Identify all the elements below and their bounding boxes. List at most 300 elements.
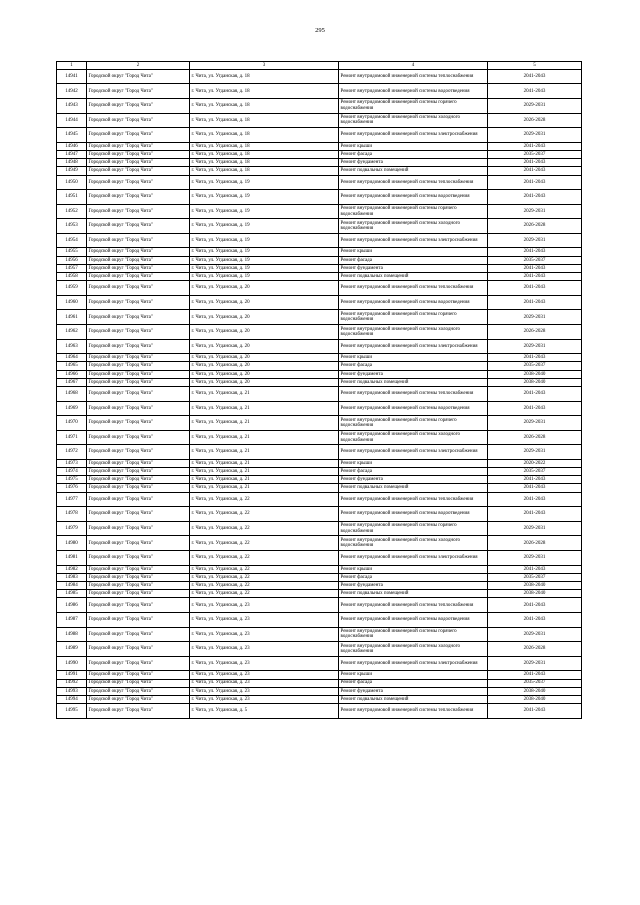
table-row: [57, 370, 582, 378]
cell-municipality: Городской округ "Город Чита": [87, 507, 190, 522]
cell-work-type: Ремонт подвальных помещений: [339, 378, 488, 386]
table-row: [57, 612, 582, 627]
table-row: [57, 219, 582, 234]
cell-municipality: Городской округ "Город Чита": [87, 612, 190, 627]
cell-period: 2041-2043: [488, 281, 582, 296]
cell-row-number: 14985: [57, 590, 87, 598]
cell-period: 2038-2040: [488, 378, 582, 386]
cell-row-number: 14962: [57, 325, 87, 340]
cell-period: 2029-2031: [488, 627, 582, 642]
cell-municipality: Городской округ "Город Чита": [87, 113, 190, 128]
cell-municipality: Городской округ "Город Чита": [87, 204, 190, 219]
cell-period: 2026-2028: [488, 325, 582, 340]
cell-municipality: Городской округ "Город Чита": [87, 416, 190, 431]
cell-municipality: Городской округ "Город Чита": [87, 128, 190, 143]
cell-municipality: Городской округ "Город Чита": [87, 325, 190, 340]
cell-address: г. Чита, ул. Угданская, д. 19: [190, 204, 339, 219]
cell-period: 2041-2043: [488, 401, 582, 416]
cell-work-type: Ремонт фасада: [339, 150, 488, 158]
cell-period: 2029-2031: [488, 204, 582, 219]
cell-row-number: 14965: [57, 362, 87, 370]
cell-row-number: 14993: [57, 687, 87, 695]
cell-row-number: 14969: [57, 401, 87, 416]
cell-work-type: Ремонт подвальных помещений: [339, 590, 488, 598]
cell-municipality: Городской округ "Город Чита": [87, 167, 190, 175]
cell-address: г. Чита, ул. Угданская, д. 19: [190, 273, 339, 281]
cell-address: г. Чита, ул. Угданская, д. 18: [190, 142, 339, 150]
cell-work-type: Ремонт внутридомовой инженерной системы теплоснабжения: [339, 704, 488, 719]
cell-work-type: Ремонт фасада: [339, 573, 488, 581]
cell-address: г. Чита, ул. Угданская, д. 19: [190, 175, 339, 190]
cell-municipality: Городской округ "Город Чита": [87, 656, 190, 671]
cell-municipality: Городской округ "Город Чита": [87, 679, 190, 687]
cell-work-type: Ремонт внутридомовой инженерной системы горячего водоснабжения: [339, 521, 488, 536]
table-row: [57, 362, 582, 370]
cell-period: 2029-2031: [488, 656, 582, 671]
cell-period: 2041-2043: [488, 671, 582, 679]
cell-work-type: Ремонт внутридомовой инженерной системы холодного водоснабжения: [339, 430, 488, 445]
cell-address: г. Чита, ул. Угданская, д. 21: [190, 468, 339, 476]
cell-period: 2026-2028: [488, 642, 582, 657]
cell-address: г. Чита, ул. Угданская, д. 21: [190, 476, 339, 484]
cell-work-type: Ремонт подвальных помещений: [339, 484, 488, 492]
cell-municipality: Городской округ "Город Чита": [87, 295, 190, 310]
table-row: [57, 190, 582, 205]
cell-period: 2041-2043: [488, 476, 582, 484]
table-row: [57, 69, 582, 84]
cell-municipality: Городской округ "Город Чита": [87, 430, 190, 445]
cell-period: 2035-2037: [488, 468, 582, 476]
cell-address: г. Чита, ул. Угданская, д. 23: [190, 687, 339, 695]
cell-row-number: 14968: [57, 386, 87, 401]
cell-address: г. Чита, ул. Угданская, д. 22: [190, 551, 339, 566]
cell-period: 2029-2031: [488, 98, 582, 113]
cell-period: 2041-2043: [488, 69, 582, 84]
cell-row-number: 14990: [57, 656, 87, 671]
cell-row-number: 14976: [57, 484, 87, 492]
cell-address: г. Чита, ул. Угданская, д. 23: [190, 695, 339, 703]
cell-address: г. Чита, ул. Угданская, д. 21: [190, 416, 339, 431]
cell-period: 2041-2043: [488, 507, 582, 522]
cell-work-type: Ремонт внутридомовой инженерной системы водоотведения: [339, 84, 488, 99]
cell-row-number: 14992: [57, 679, 87, 687]
cell-row-number: 14989: [57, 642, 87, 657]
cell-address: г. Чита, ул. Угданская, д. 20: [190, 310, 339, 325]
table-row: [57, 175, 582, 190]
cell-row-number: 14952: [57, 204, 87, 219]
cell-municipality: Городской округ "Город Чита": [87, 310, 190, 325]
cell-period: 2041-2043: [488, 142, 582, 150]
cell-work-type: Ремонт фундамента: [339, 159, 488, 167]
cell-row-number: 14977: [57, 492, 87, 507]
table-row: [57, 679, 582, 687]
table-row: [57, 159, 582, 167]
cell-work-type: Ремонт внутридомовой инженерной системы теплоснабжения: [339, 598, 488, 613]
cell-row-number: 14994: [57, 695, 87, 703]
cell-work-type: Ремонт внутридомовой инженерной системы горячего водоснабжения: [339, 98, 488, 113]
cell-work-type: Ремонт внутридомовой инженерной системы водоотведения: [339, 295, 488, 310]
cell-municipality: Городской округ "Город Чита": [87, 378, 190, 386]
column-header: 3: [190, 62, 339, 70]
cell-work-type: Ремонт подвальных помещений: [339, 695, 488, 703]
cell-address: г. Чита, ул. Угданская, д. 5: [190, 704, 339, 719]
cell-address: г. Чита, ул. Угданская, д. 19: [190, 233, 339, 248]
cell-address: г. Чита, ул. Угданская, д. 19: [190, 264, 339, 272]
cell-address: г. Чита, ул. Угданская, д. 23: [190, 642, 339, 657]
table-row: [57, 704, 582, 719]
cell-row-number: 14988: [57, 627, 87, 642]
cell-address: г. Чита, ул. Угданская, д. 20: [190, 295, 339, 310]
cell-address: г. Чита, ул. Угданская, д. 23: [190, 679, 339, 687]
table-row: [57, 401, 582, 416]
cell-address: г. Чита, ул. Угданская, д. 18: [190, 128, 339, 143]
table-row: [57, 687, 582, 695]
table-row: [57, 386, 582, 401]
table-row: [57, 507, 582, 522]
cell-period: 2029-2031: [488, 445, 582, 460]
cell-work-type: Ремонт фасада: [339, 256, 488, 264]
table-row: [57, 204, 582, 219]
cell-period: 2029-2031: [488, 233, 582, 248]
cell-municipality: Городской округ "Город Чита": [87, 642, 190, 657]
cell-row-number: 14943: [57, 98, 87, 113]
cell-work-type: Ремонт фундамента: [339, 687, 488, 695]
cell-work-type: Ремонт крыши: [339, 142, 488, 150]
cell-address: г. Чита, ул. Угданская, д. 22: [190, 565, 339, 573]
cell-address: г. Чита, ул. Угданская, д. 19: [190, 248, 339, 256]
table-row: [57, 167, 582, 175]
cell-period: 2038-2040: [488, 370, 582, 378]
cell-row-number: 14978: [57, 507, 87, 522]
cell-row-number: 14967: [57, 378, 87, 386]
cell-work-type: Ремонт внутридомовой инженерной системы водоотведения: [339, 401, 488, 416]
cell-work-type: Ремонт крыши: [339, 248, 488, 256]
cell-work-type: Ремонт внутридомовой инженерной системы электроснабжения: [339, 445, 488, 460]
cell-row-number: 14972: [57, 445, 87, 460]
cell-address: г. Чита, ул. Угданская, д. 22: [190, 536, 339, 551]
cell-period: 2041-2043: [488, 354, 582, 362]
cell-work-type: Ремонт крыши: [339, 354, 488, 362]
cell-work-type: Ремонт внутридомовой инженерной системы холодного водоснабжения: [339, 536, 488, 551]
cell-address: г. Чита, ул. Угданская, д. 22: [190, 521, 339, 536]
table-row: [57, 695, 582, 703]
cell-period: 2026-2028: [488, 219, 582, 234]
cell-period: 2026-2028: [488, 536, 582, 551]
cell-row-number: 14945: [57, 128, 87, 143]
cell-municipality: Городской округ "Город Чита": [87, 190, 190, 205]
cell-period: 2041-2043: [488, 84, 582, 99]
cell-row-number: 14961: [57, 310, 87, 325]
cell-address: г. Чита, ул. Угданская, д. 23: [190, 656, 339, 671]
table-row: [57, 142, 582, 150]
table-row: [57, 492, 582, 507]
cell-municipality: Городской округ "Город Чита": [87, 704, 190, 719]
cell-row-number: 14964: [57, 354, 87, 362]
cell-period: 2041-2043: [488, 159, 582, 167]
cell-work-type: Ремонт внутридомовой инженерной системы теплоснабжения: [339, 69, 488, 84]
cell-row-number: 14984: [57, 582, 87, 590]
table-row: [57, 536, 582, 551]
cell-address: г. Чита, ул. Угданская, д. 20: [190, 281, 339, 296]
table-row: [57, 84, 582, 99]
cell-municipality: Городской округ "Город Чита": [87, 521, 190, 536]
cell-municipality: Городской округ "Город Чита": [87, 142, 190, 150]
cell-address: г. Чита, ул. Угданская, д. 19: [190, 190, 339, 205]
cell-address: г. Чита, ул. Угданская, д. 20: [190, 362, 339, 370]
cell-address: г. Чита, ул. Угданская, д. 22: [190, 573, 339, 581]
cell-row-number: 14944: [57, 113, 87, 128]
cell-period: 2041-2043: [488, 190, 582, 205]
cell-municipality: Городской округ "Город Чита": [87, 695, 190, 703]
cell-period: 2041-2043: [488, 167, 582, 175]
column-header: 2: [87, 62, 190, 70]
table-row: [57, 354, 582, 362]
cell-municipality: Городской округ "Город Чита": [87, 476, 190, 484]
table-row: [57, 416, 582, 431]
cell-work-type: Ремонт фундамента: [339, 582, 488, 590]
table-row: [57, 378, 582, 386]
cell-municipality: Городской округ "Город Чита": [87, 69, 190, 84]
cell-period: 2041-2043: [488, 273, 582, 281]
cell-municipality: Городской округ "Город Чита": [87, 590, 190, 598]
cell-work-type: Ремонт внутридомовой инженерной системы электроснабжения: [339, 339, 488, 354]
cell-period: 2029-2031: [488, 310, 582, 325]
table-row: [57, 573, 582, 581]
cell-address: г. Чита, ул. Угданская, д. 20: [190, 378, 339, 386]
table-row: [57, 642, 582, 657]
cell-period: 2038-2040: [488, 687, 582, 695]
cell-period: 2041-2043: [488, 565, 582, 573]
cell-row-number: 14991: [57, 671, 87, 679]
table-row: [57, 430, 582, 445]
cell-row-number: 14955: [57, 248, 87, 256]
table-row: [57, 98, 582, 113]
cell-municipality: Городской округ "Город Чита": [87, 445, 190, 460]
cell-municipality: Городской округ "Город Чита": [87, 175, 190, 190]
cell-work-type: Ремонт внутридомовой инженерной системы электроснабжения: [339, 551, 488, 566]
cell-work-type: Ремонт внутридомовой инженерной системы горячего водоснабжения: [339, 416, 488, 431]
cell-period: 2041-2043: [488, 598, 582, 613]
cell-municipality: Городской округ "Город Чита": [87, 219, 190, 234]
cell-work-type: Ремонт фасада: [339, 679, 488, 687]
table-row: [57, 484, 582, 492]
cell-address: г. Чита, ул. Угданская, д. 21: [190, 430, 339, 445]
cell-work-type: Ремонт подвальных помещений: [339, 273, 488, 281]
cell-municipality: Городской округ "Город Чита": [87, 256, 190, 264]
cell-row-number: 14983: [57, 573, 87, 581]
cell-row-number: 14958: [57, 273, 87, 281]
cell-address: г. Чита, ул. Угданская, д. 22: [190, 582, 339, 590]
cell-row-number: 14971: [57, 430, 87, 445]
cell-period: 2041-2043: [488, 264, 582, 272]
table-row: [57, 248, 582, 256]
cell-row-number: 14973: [57, 459, 87, 467]
table-header-row: [57, 62, 582, 70]
cell-address: г. Чита, ул. Угданская, д. 20: [190, 325, 339, 340]
repair-schedule-table: [56, 61, 582, 719]
cell-period: 2041-2043: [488, 386, 582, 401]
cell-work-type: Ремонт внутридомовой инженерной системы холодного водоснабжения: [339, 325, 488, 340]
cell-period: 2041-2043: [488, 295, 582, 310]
table-row: [57, 590, 582, 598]
cell-municipality: Городской округ "Город Чита": [87, 671, 190, 679]
cell-address: г. Чита, ул. Угданская, д. 20: [190, 370, 339, 378]
cell-municipality: Городской округ "Город Чита": [87, 484, 190, 492]
cell-municipality: Городской округ "Город Чита": [87, 273, 190, 281]
table-row: [57, 459, 582, 467]
cell-municipality: Городской округ "Город Чита": [87, 264, 190, 272]
cell-municipality: Городской округ "Город Чита": [87, 281, 190, 296]
table-row: [57, 445, 582, 460]
cell-work-type: Ремонт внутридомовой инженерной системы электроснабжения: [339, 656, 488, 671]
cell-period: 2041-2043: [488, 484, 582, 492]
cell-address: г. Чита, ул. Угданская, д. 22: [190, 507, 339, 522]
cell-work-type: Ремонт подвальных помещений: [339, 167, 488, 175]
cell-row-number: 14980: [57, 536, 87, 551]
cell-row-number: 14946: [57, 142, 87, 150]
cell-row-number: 14950: [57, 175, 87, 190]
cell-period: 2041-2043: [488, 704, 582, 719]
cell-row-number: 14949: [57, 167, 87, 175]
cell-row-number: 14941: [57, 69, 87, 84]
cell-period: 2038-2040: [488, 695, 582, 703]
cell-row-number: 14953: [57, 219, 87, 234]
cell-work-type: Ремонт фасада: [339, 468, 488, 476]
cell-row-number: 14959: [57, 281, 87, 296]
cell-work-type: Ремонт фундамента: [339, 264, 488, 272]
table-row: [57, 310, 582, 325]
cell-row-number: 14987: [57, 612, 87, 627]
cell-period: 2035-2037: [488, 362, 582, 370]
cell-row-number: 14947: [57, 150, 87, 158]
cell-municipality: Городской округ "Город Чита": [87, 150, 190, 158]
cell-address: г. Чита, ул. Угданская, д. 23: [190, 598, 339, 613]
cell-work-type: Ремонт внутридомовой инженерной системы горячего водоснабжения: [339, 204, 488, 219]
cell-row-number: 14979: [57, 521, 87, 536]
cell-work-type: Ремонт внутридомовой инженерной системы водоотведения: [339, 190, 488, 205]
cell-address: г. Чита, ул. Угданская, д. 21: [190, 484, 339, 492]
cell-work-type: Ремонт внутридомовой инженерной системы холодного водоснабжения: [339, 642, 488, 657]
cell-municipality: Городской округ "Город Чита": [87, 598, 190, 613]
table-row: [57, 671, 582, 679]
table-row: [57, 565, 582, 573]
cell-period: 2029-2031: [488, 128, 582, 143]
cell-row-number: 14960: [57, 295, 87, 310]
cell-work-type: Ремонт крыши: [339, 459, 488, 467]
cell-address: г. Чита, ул. Угданская, д. 20: [190, 339, 339, 354]
cell-address: г. Чита, ул. Угданская, д. 18: [190, 69, 339, 84]
cell-row-number: 14954: [57, 233, 87, 248]
table-row: [57, 295, 582, 310]
cell-address: г. Чита, ул. Угданская, д. 18: [190, 98, 339, 113]
table-body: [57, 69, 582, 718]
table-row: [57, 128, 582, 143]
cell-address: г. Чита, ул. Угданская, д. 21: [190, 459, 339, 467]
cell-period: 2035-2037: [488, 679, 582, 687]
cell-row-number: 14956: [57, 256, 87, 264]
cell-municipality: Городской округ "Город Чита": [87, 582, 190, 590]
cell-work-type: Ремонт внутридомовой инженерной системы горячего водоснабжения: [339, 310, 488, 325]
cell-address: г. Чита, ул. Угданская, д. 21: [190, 445, 339, 460]
cell-period: 2041-2043: [488, 175, 582, 190]
cell-period: 2035-2037: [488, 150, 582, 158]
cell-row-number: 14995: [57, 704, 87, 719]
column-header: 5: [488, 62, 582, 70]
cell-municipality: Городской округ "Город Чита": [87, 84, 190, 99]
cell-work-type: Ремонт внутридомовой инженерной системы теплоснабжения: [339, 281, 488, 296]
cell-work-type: Ремонт фундамента: [339, 370, 488, 378]
table-row: [57, 339, 582, 354]
cell-municipality: Городской округ "Город Чита": [87, 468, 190, 476]
cell-work-type: Ремонт фундамента: [339, 476, 488, 484]
cell-municipality: Городской округ "Город Чита": [87, 354, 190, 362]
page-number: 295: [315, 27, 325, 34]
table-row: [57, 551, 582, 566]
table-row: [57, 233, 582, 248]
table-row: [57, 150, 582, 158]
cell-municipality: Городской округ "Город Чита": [87, 492, 190, 507]
table-row: [57, 521, 582, 536]
table-row: [57, 627, 582, 642]
cell-address: г. Чита, ул. Угданская, д. 19: [190, 219, 339, 234]
cell-row-number: 14951: [57, 190, 87, 205]
cell-address: г. Чита, ул. Угданская, д. 23: [190, 612, 339, 627]
cell-period: 2038-2040: [488, 590, 582, 598]
cell-municipality: Городской округ "Город Чита": [87, 339, 190, 354]
cell-row-number: 14975: [57, 476, 87, 484]
cell-period: 2029-2031: [488, 339, 582, 354]
cell-row-number: 14966: [57, 370, 87, 378]
cell-work-type: Ремонт крыши: [339, 565, 488, 573]
table-row: [57, 598, 582, 613]
cell-period: 2038-2040: [488, 582, 582, 590]
cell-work-type: Ремонт внутридомовой инженерной системы горячего водоснабжения: [339, 627, 488, 642]
cell-work-type: Ремонт внутридомовой инженерной системы электроснабжения: [339, 233, 488, 248]
cell-address: г. Чита, ул. Угданская, д. 23: [190, 671, 339, 679]
table-row: [57, 273, 582, 281]
cell-period: 2041-2043: [488, 248, 582, 256]
cell-municipality: Городской округ "Город Чита": [87, 159, 190, 167]
column-header: 1: [57, 62, 87, 70]
table-row: [57, 468, 582, 476]
cell-period: 2020-2022: [488, 459, 582, 467]
cell-municipality: Городской округ "Город Чита": [87, 386, 190, 401]
cell-work-type: Ремонт фасада: [339, 362, 488, 370]
cell-municipality: Городской округ "Город Чита": [87, 362, 190, 370]
cell-work-type: Ремонт внутридомовой инженерной системы теплоснабжения: [339, 175, 488, 190]
cell-address: г. Чита, ул. Угданская, д. 18: [190, 159, 339, 167]
table-row: [57, 476, 582, 484]
cell-row-number: 14986: [57, 598, 87, 613]
cell-period: 2035-2037: [488, 256, 582, 264]
cell-municipality: Городской округ "Город Чита": [87, 98, 190, 113]
cell-work-type: Ремонт внутридомовой инженерной системы водоотведения: [339, 612, 488, 627]
cell-municipality: Городской округ "Город Чита": [87, 551, 190, 566]
cell-work-type: Ремонт внутридомовой инженерной системы водоотведения: [339, 507, 488, 522]
cell-municipality: Городской округ "Город Чита": [87, 459, 190, 467]
cell-address: г. Чита, ул. Угданская, д. 21: [190, 386, 339, 401]
cell-row-number: 14982: [57, 565, 87, 573]
table-row: [57, 582, 582, 590]
cell-row-number: 14957: [57, 264, 87, 272]
cell-address: г. Чита, ул. Угданская, д. 18: [190, 113, 339, 128]
cell-work-type: Ремонт внутридомовой инженерной системы теплоснабжения: [339, 492, 488, 507]
cell-municipality: Городской округ "Город Чита": [87, 370, 190, 378]
cell-work-type: Ремонт внутридомовой инженерной системы электроснабжения: [339, 128, 488, 143]
cell-municipality: Городской округ "Город Чита": [87, 573, 190, 581]
table-row: [57, 656, 582, 671]
cell-period: 2026-2028: [488, 430, 582, 445]
